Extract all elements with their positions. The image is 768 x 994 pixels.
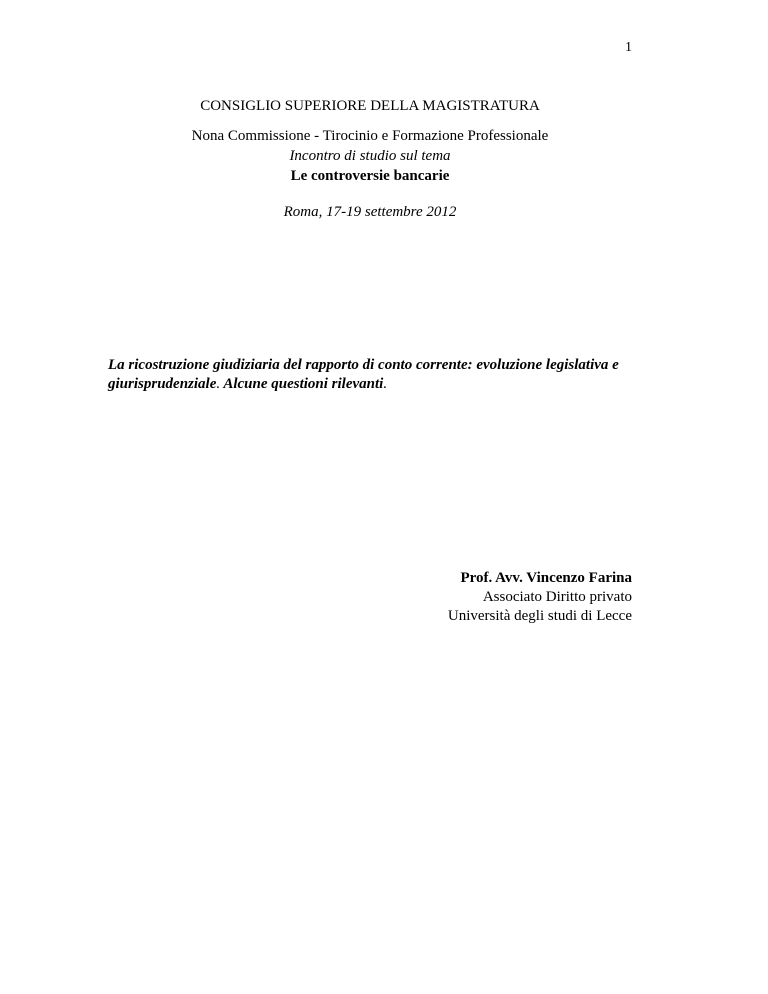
paper-title-main: La ricostruzione giudiziaria del rapporto di conto corrente: evoluzione legislativa e giurisprudenziale (108, 357, 619, 392)
author-name: Prof. Avv. Vincenzo Farina (460, 570, 632, 586)
paper-title-secondary: Alcune questioni rilevanti (220, 376, 384, 392)
meeting-topic: Le controversie bancarie (290, 168, 450, 184)
author-affiliation: Università degli studi di Lecce (447, 608, 632, 624)
author-block (312, 569, 632, 626)
document-header (110, 96, 630, 222)
organization-name: CONSIGLIO SUPERIORE DELLA MAGISTRATURA (200, 98, 540, 114)
author-role: Associato Diritto privato (482, 589, 632, 605)
paper-title (108, 356, 668, 394)
paper-title-separator: . (216, 376, 221, 392)
commission-name: Nona Commissione - Tirocinio e Formazione Professionale (191, 128, 549, 144)
page-number: 1 (625, 40, 632, 55)
paper-title-end: . (383, 376, 388, 392)
meeting-subtitle: Incontro di studio sul tema (289, 148, 451, 164)
meeting-date: Roma, 17-19 settembre 2012 (283, 204, 457, 220)
